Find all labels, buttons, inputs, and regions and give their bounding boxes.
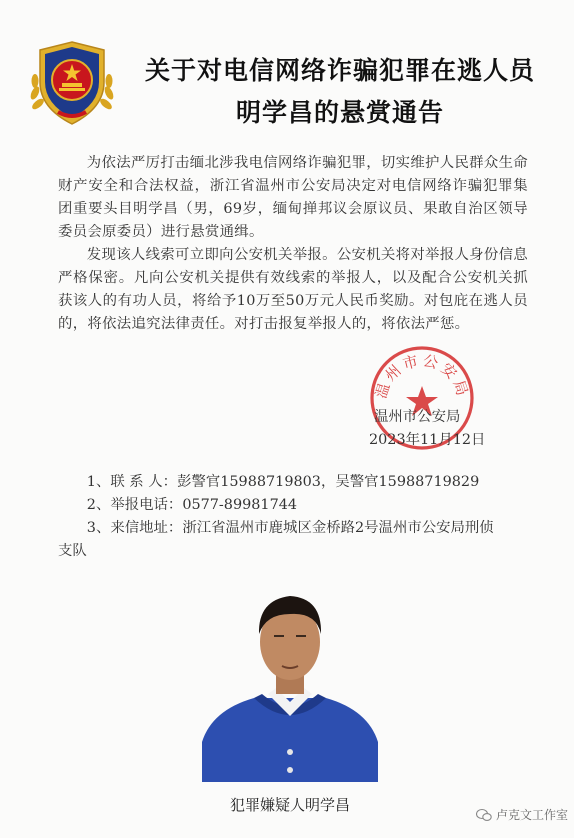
contact-value-continued: 支队 (58, 543, 87, 559)
contact-num: 1、 (86, 474, 111, 490)
signature-org: 温州市公安局 (374, 409, 461, 425)
police-emblem-icon (26, 38, 118, 128)
wechat-icon (476, 808, 492, 822)
notice-title (132, 50, 548, 134)
body-paragraph-2: 发现该人线索可立即向公安机关举报。公安机关将对举报人身份信息严格保密。凡向公安机关提供有效线索的举报人，以及配合公安机关抓获该人的有功人员，将给予10万至50万元人民币奖励。对包庇在逃人员的，将依法追究法律责任。对打击报复举报人的，将依法严惩。 (58, 247, 528, 332)
contact-item-1 (58, 471, 528, 494)
contact-label: 举报电话： (110, 497, 183, 513)
svg-text:温州市公安局: 温州市公安局 (371, 351, 473, 401)
suspect-photo (202, 582, 378, 782)
contact-num: 2、 (86, 497, 111, 513)
contact-item-3 (58, 517, 528, 563)
contact-label: 来信地址： (110, 520, 183, 536)
contact-list (58, 471, 528, 563)
photo-caption: 犯罪嫌疑人明学昌 (229, 796, 350, 814)
contact-value: 0577-89981744 (182, 497, 298, 513)
title-line-1: 关于对电信网络诈骗犯罪在逃人员 (144, 56, 535, 85)
title-line-2: 明学昌的悬赏通告 (235, 98, 444, 127)
watermark (476, 806, 568, 823)
contact-value: 浙江省温州市鹿城区金桥路2号温州市公安局刑侦 (182, 520, 494, 536)
body-paragraph-1: 为依法严厉打击缅北涉我电信网络诈骗犯罪，切实维护人民群众生命财产安全和合法权益，浙江省温州市公安局决定对电信网络诈骗犯罪集团重要头目明学昌（男，69岁，缅甸掸邦议会原议员、果敢自治区领导委员会原委员）进行悬赏通缉。 (58, 155, 528, 240)
notice-body (58, 152, 528, 336)
signature-date: 2023年11月12日 (369, 432, 486, 448)
contact-label: 联 系 人： (110, 474, 178, 490)
contact-value: 彭警官15988719803，吴警官15988719829 (177, 474, 480, 490)
contact-item-2 (58, 494, 528, 517)
contact-num: 3、 (86, 520, 111, 536)
watermark-text: 卢克文工作室 (496, 808, 569, 822)
